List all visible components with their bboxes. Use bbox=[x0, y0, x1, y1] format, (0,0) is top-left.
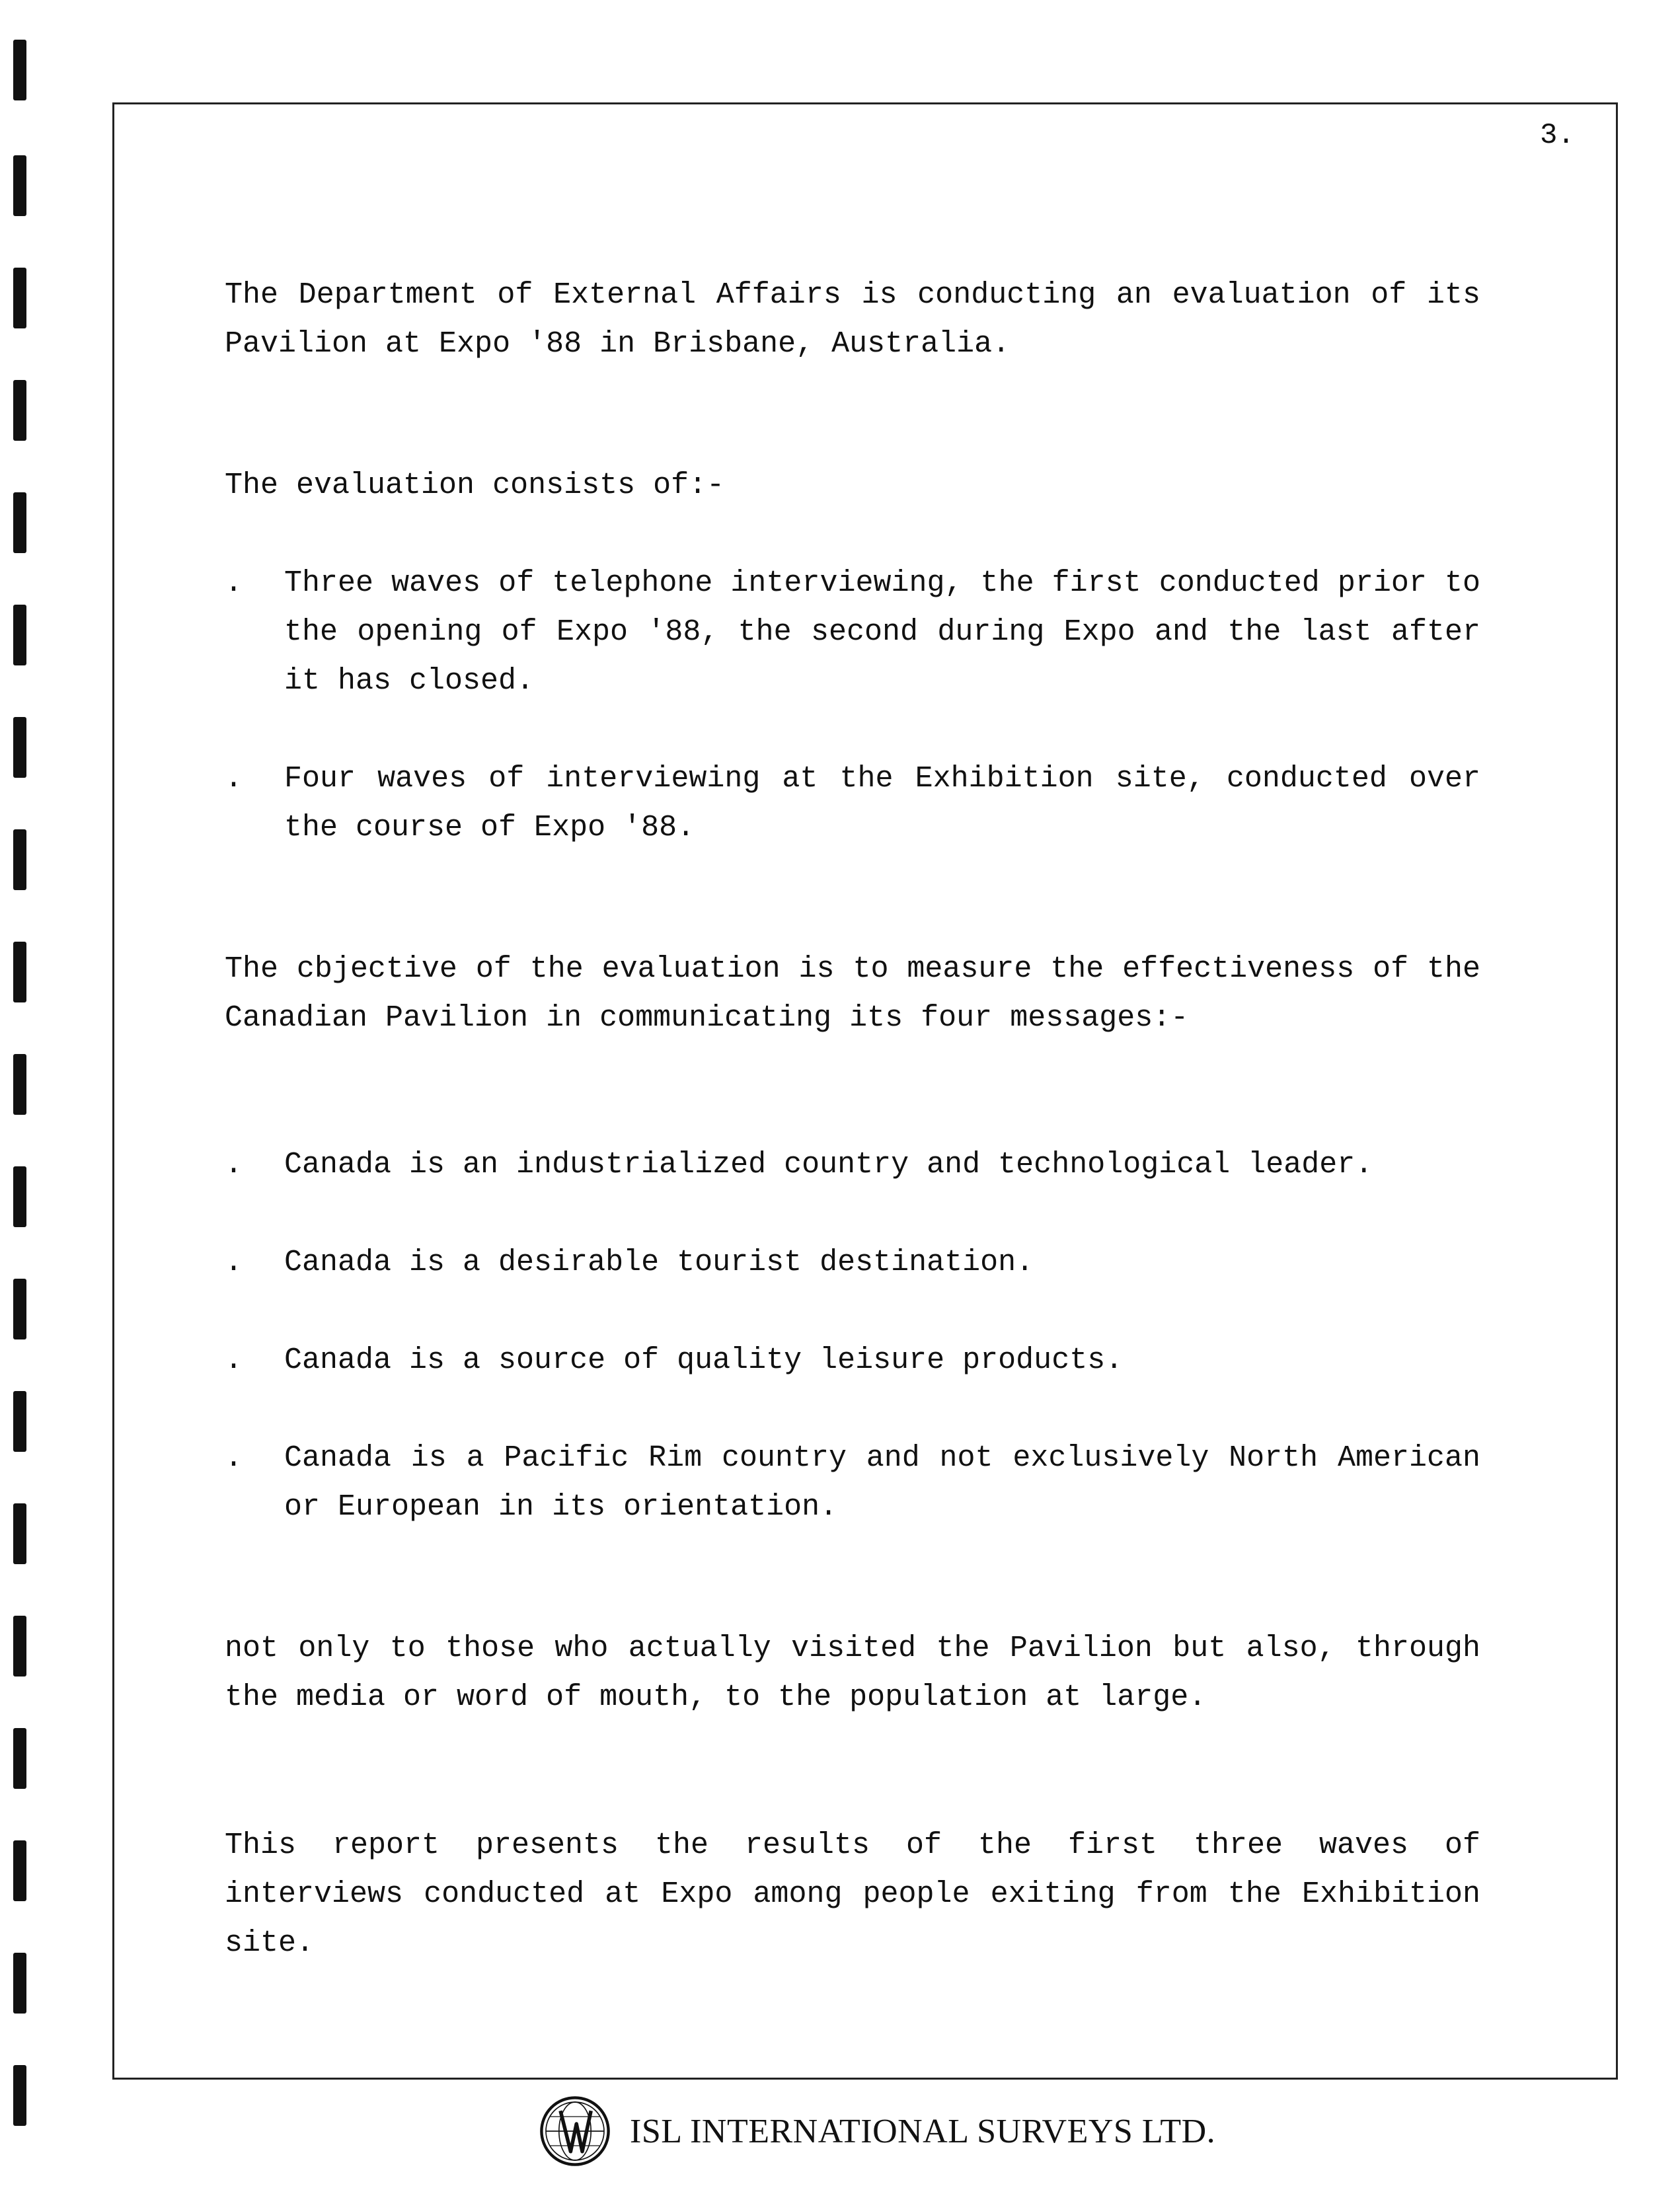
binder-mark bbox=[13, 1728, 26, 1789]
binder-mark bbox=[13, 942, 26, 1002]
binder-mark bbox=[13, 829, 26, 890]
binder-mark bbox=[13, 155, 26, 216]
binder-mark bbox=[13, 1840, 26, 1901]
list-item-text: Canada is a source of quality leisure products. bbox=[284, 1343, 1124, 1377]
binder-mark bbox=[13, 717, 26, 778]
list-item-text: Three waves of telephone interviewing, the first conducted prior to the opening of Expo '88, the second during Expo and the last after it has closed. bbox=[284, 566, 1480, 698]
list-item bbox=[225, 755, 1480, 852]
bullet-marker: . bbox=[225, 1343, 243, 1377]
list-item-text: Canada is a desirable tourist destination. bbox=[284, 1246, 1034, 1279]
media-paragraph: not only to those who actually visited the Pavilion but also, through the media or word of mouth, to the population at large. bbox=[225, 1632, 1480, 1714]
list-item bbox=[225, 559, 1480, 706]
binder-mark bbox=[13, 380, 26, 441]
evaluation-components-list bbox=[225, 559, 1480, 852]
binder-mark bbox=[13, 605, 26, 665]
consists-paragraph: The evaluation consists of:- bbox=[225, 469, 725, 502]
binder-mark bbox=[13, 1054, 26, 1115]
report-paragraph: This report presents the results of the first three waves of interviews conducted at Expo among people exiting from the Exhibition site. bbox=[225, 1828, 1480, 1960]
binder-mark bbox=[13, 40, 26, 100]
binder-mark bbox=[13, 1616, 26, 1677]
binder-mark bbox=[13, 1279, 26, 1339]
company-name: ISL INTERNATIONAL SURVEYS LTD. bbox=[630, 2112, 1216, 2150]
isl-globe-logo-icon bbox=[539, 2095, 611, 2167]
binder-mark bbox=[13, 492, 26, 553]
list-item bbox=[225, 1141, 1480, 1189]
list-item bbox=[225, 1434, 1480, 1532]
binder-mark bbox=[13, 2065, 26, 2126]
bullet-marker: . bbox=[225, 762, 243, 796]
binder-mark bbox=[13, 268, 26, 328]
list-item bbox=[225, 1336, 1480, 1385]
page-number: 3. bbox=[1540, 119, 1575, 152]
binder-mark bbox=[13, 1166, 26, 1227]
objective-paragraph: The cbjective of the evaluation is to measure the effectiveness of the Canadian Pavilion in communicating its four messages:- bbox=[225, 952, 1480, 1035]
list-item bbox=[225, 1238, 1480, 1287]
bullet-marker: . bbox=[225, 1441, 243, 1475]
intro-paragraph: The Department of External Affairs is conducting an evaluation of its Pavilion at Expo '88 in Brisbane, Australia. bbox=[225, 278, 1480, 361]
footer bbox=[539, 2092, 1215, 2171]
binder-mark bbox=[13, 1503, 26, 1564]
binder-mark bbox=[13, 1391, 26, 1452]
bullet-marker: . bbox=[225, 1246, 243, 1279]
bullet-marker: . bbox=[225, 1148, 243, 1182]
bullet-marker: . bbox=[225, 566, 243, 600]
list-item-text: Canada is an industrialized country and technological leader. bbox=[284, 1148, 1373, 1182]
messages-list bbox=[225, 1141, 1480, 1532]
list-item-text: Canada is a Pacific Rim country and not exclusively North American or European in its orientation. bbox=[284, 1441, 1480, 1524]
binder-mark bbox=[13, 1953, 26, 2014]
list-item-text: Four waves of interviewing at the Exhibition site, conducted over the course of Expo '88. bbox=[284, 762, 1480, 845]
document-body bbox=[225, 271, 1480, 1968]
